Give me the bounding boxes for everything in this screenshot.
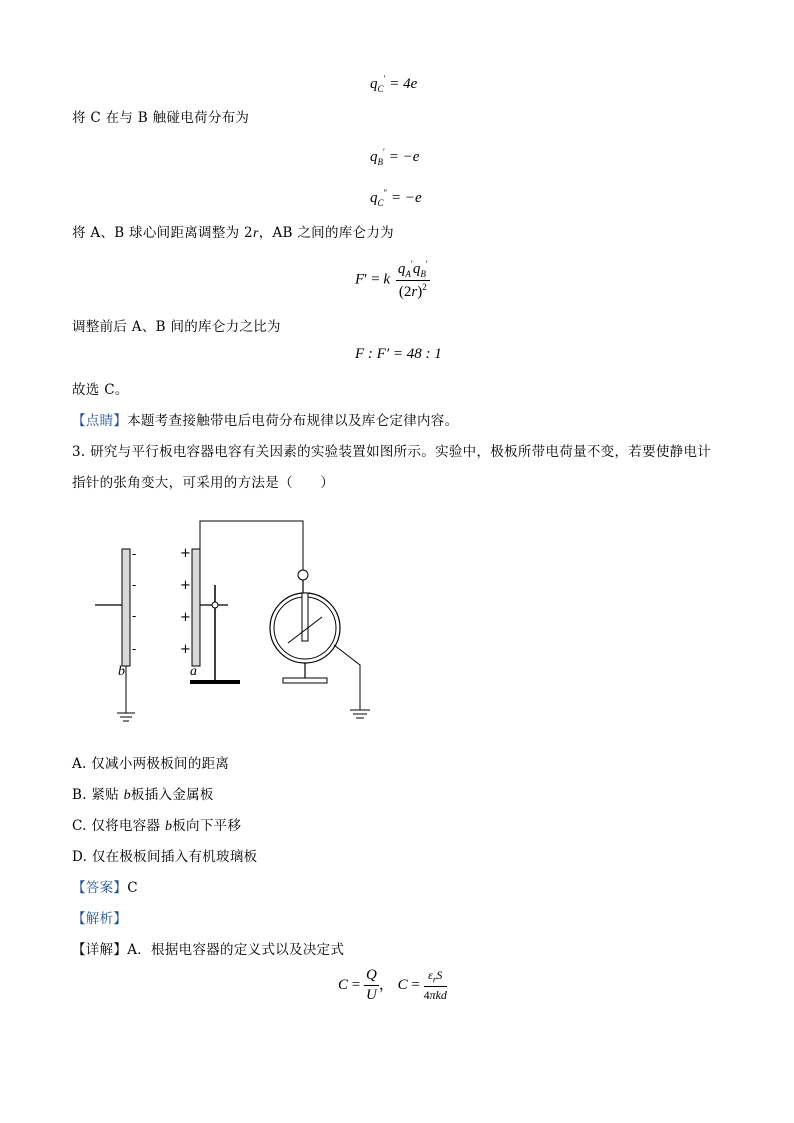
text-line-charge-distribution: 将 C 在与 B 触碰电荷分布为: [72, 110, 250, 126]
plus-sign: +: [180, 546, 191, 561]
answer: 【答案】C: [72, 880, 138, 896]
electrometer-ground-wire: [334, 645, 360, 710]
equation-qc-double-prime: $q_C'' = -e$: [370, 188, 422, 208]
capacitor-electrometer-figure: [80, 505, 400, 730]
option-c[interactable]: C. 仅将电容器 b板向下平移: [72, 818, 242, 834]
text-line-choose-c: 故选 C。: [72, 382, 129, 398]
text-line-distance-adjust: 将 A、B 球心间距离调整为 2r，AB 之间的库仑力为: [72, 225, 394, 241]
question-3-line-2: 指针的张角变大，可采用的方法是（ ）: [72, 475, 335, 491]
label-a: a: [190, 664, 197, 679]
option-b[interactable]: B. 紧贴 b板插入金属板: [72, 787, 214, 803]
connecting-wire: [200, 521, 303, 571]
answer-label: 【答案】: [72, 880, 128, 896]
plate-b: [122, 549, 130, 666]
text-line-ratio-intro: 调整前后 A、B 间的库仑力之比为: [72, 319, 281, 335]
ground-symbol-left: [117, 713, 135, 721]
plate-a: [192, 549, 200, 666]
option-d[interactable]: D. 仅在极板间插入有机玻璃板: [72, 849, 258, 865]
ground-symbol-right: [350, 710, 370, 718]
equation-coulomb-force: F′ = k $\frac{q_A'q_B'}{(2r)^2}$: [355, 259, 428, 300]
plus-sign: +: [180, 642, 191, 657]
point-summary: 【点睛】本题考查接触带电后电荷分布规律以及库仑定律内容。: [72, 413, 459, 429]
equation-qc-prime: $q_C' = 4e$: [370, 74, 418, 94]
electrometer-rod: [302, 593, 308, 641]
equation-capacitance: C = $\frac{Q}{U}$ ， C = $\frac{\varepsilon_rS}{\text{4πkd}}$: [338, 967, 447, 1003]
minus-sign: -: [132, 609, 137, 623]
detail-line: 【详解】A．根据电容器的定义式以及决定式: [72, 942, 345, 958]
minus-sign: -: [132, 578, 137, 592]
point-label: 【点睛】: [72, 413, 128, 429]
label-b: b: [118, 664, 125, 679]
plus-sign: +: [180, 610, 191, 625]
minus-sign: -: [132, 547, 137, 561]
electrometer: [270, 570, 340, 683]
analysis-label: 【解析】: [72, 911, 128, 927]
minus-sign: -: [132, 642, 137, 656]
equation-qb-prime: $q_B' = -e$: [370, 147, 420, 167]
plus-sign: +: [180, 578, 191, 593]
question-3-line-1: 3. 研究与平行板电容器电容有关因素的实验装置如图所示。实验中，极板所带电荷量不变，若要使静电计: [72, 444, 712, 460]
equation-force-ratio: F : F′ = 48 : 1: [355, 346, 442, 362]
option-a[interactable]: A. 仅减小两极板间的距离: [72, 756, 230, 772]
detail-label: 【详解】: [72, 942, 128, 958]
